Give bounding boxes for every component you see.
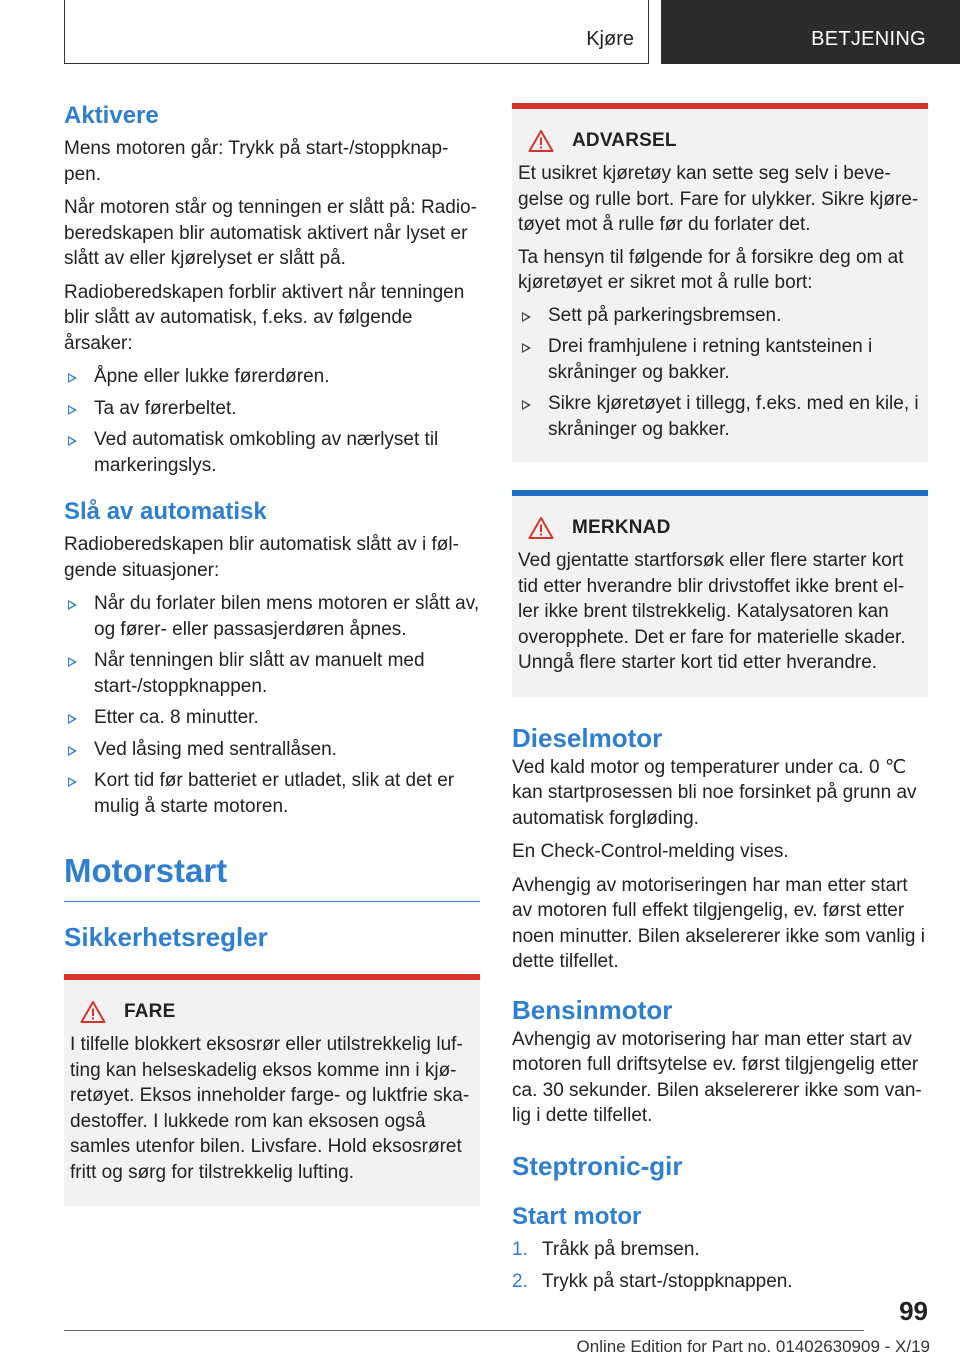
warning-triangle-icon bbox=[80, 1000, 106, 1024]
danger-text: I tilfelle blokkert eksosrør eller utilstrekkelig luf-ting kan helseskadelig eksos komme inn i kjø-retøyet. Eksos inneholder farge- og luktfrie ska-destoffer. I lukkede rom kan eksosen også samles utenfor bilen. Livsfare. Hold eksosrøret fritt og sørg for tilstrekkelig lufting. bbox=[70, 1034, 470, 1183]
paragraph: Ta hensyn til følgende for å forsikre deg om at kjøretøyet er sikret mot å rulle bort: bbox=[518, 246, 904, 293]
triangle-bullet-icon bbox=[68, 405, 77, 415]
notice-label: MERKNAD bbox=[572, 517, 671, 538]
list-item bbox=[64, 396, 480, 422]
list-item bbox=[64, 737, 480, 763]
header-chapter-tab bbox=[661, 0, 960, 64]
list-item-text: Drei framhjulene i retning kantsteinen i skråninger og bakker. bbox=[548, 336, 873, 383]
footer-edition-text: Online Edition for Part no. 01402630909 - X/19 bbox=[576, 1337, 930, 1356]
header-section-box bbox=[64, 0, 649, 64]
list-item-text: Kort tid før batteriet er utladet, slik at det er mulig å starte motoren. bbox=[94, 770, 455, 817]
step-number: 1. bbox=[512, 1238, 528, 1260]
step-text: Trykk på start-/stoppknappen. bbox=[542, 1271, 793, 1292]
danger-label: FARE bbox=[124, 1001, 176, 1022]
footer-divider bbox=[64, 1330, 864, 1331]
heading-sikkerhetsregler: Sikkerhetsregler bbox=[64, 922, 268, 952]
list-item-text: Når du forlater bilen mens motoren er slått av, og fører- eller passasjerdøren åpnes. bbox=[94, 593, 480, 640]
warning-box-title bbox=[518, 129, 922, 153]
paragraph: Mens motoren går: Trykk på start-/stoppknap-pen. bbox=[64, 138, 449, 185]
list-item bbox=[512, 1237, 928, 1263]
triangle-bullet-icon bbox=[68, 600, 77, 610]
paragraph: Avhengig av motorisering har man etter start av motoren full driftsytelse ev. først tilgjengelig etter ca. 30 sekunder. Bilen akselererer ikke som van-lig i dette tilfellet. bbox=[512, 1028, 922, 1126]
right-column bbox=[512, 103, 928, 1302]
heading-start-motor: Start motor bbox=[512, 1202, 642, 1230]
notice-box-title bbox=[518, 516, 922, 540]
triangle-bullet-icon bbox=[68, 714, 77, 724]
list-item bbox=[64, 364, 480, 390]
heading-aktivere: Aktivere bbox=[64, 102, 159, 129]
paragraph: Radioberedskapen forblir aktivert når tenningen blir slått av automatisk, f.eks. av følgende årsaker: bbox=[64, 281, 465, 354]
bullet-list bbox=[64, 591, 480, 819]
list-item bbox=[64, 705, 480, 731]
page-number: 99 bbox=[899, 1296, 928, 1326]
list-item bbox=[64, 591, 480, 642]
list-item-text: Ta av førerbeltet. bbox=[94, 397, 237, 419]
list-item-text: Sikre kjøretøyet i tillegg, f.eks. med en kile, i skråninger og bakker. bbox=[548, 393, 919, 440]
triangle-bullet-icon bbox=[68, 777, 77, 787]
list-item bbox=[64, 648, 480, 699]
warning-triangle-icon bbox=[528, 129, 554, 153]
danger-box bbox=[64, 974, 480, 1206]
numbered-list bbox=[512, 1237, 928, 1295]
step-number: 2. bbox=[512, 1271, 528, 1292]
warning-box bbox=[512, 103, 928, 462]
list-item bbox=[518, 334, 922, 385]
list-item-text: Etter ca. 8 minutter. bbox=[94, 707, 259, 728]
list-item bbox=[64, 427, 480, 478]
paragraph: Når motoren står og tenningen er slått på: Radio-beredskapen blir automatisk aktivert når lyset er slått av eller kjørelyset er slått på. bbox=[64, 197, 477, 269]
heading-steptronic-gir: Steptronic-gir bbox=[512, 1150, 683, 1181]
triangle-bullet-icon bbox=[68, 657, 77, 667]
list-item bbox=[518, 303, 922, 329]
list-item bbox=[518, 391, 922, 442]
paragraph: Ved kald motor og temperaturer under ca. 0 ℃ kan startprosessen bli noe forsinket på grunn av automatisk forgløding. bbox=[512, 756, 917, 829]
step-text: Tråkk på bremsen. bbox=[542, 1238, 700, 1260]
left-column bbox=[64, 100, 480, 1206]
paragraph: En Check-Control-melding vises. bbox=[512, 841, 789, 862]
heading-sla-av-automatisk: Slå av automatisk bbox=[64, 498, 267, 525]
triangle-bullet-icon bbox=[68, 436, 77, 446]
bullet-list bbox=[64, 364, 480, 478]
header-chapter-label: BETJENING bbox=[811, 28, 926, 50]
danger-box-title bbox=[70, 1000, 474, 1024]
paragraph: Et usikret kjøretøy kan sette seg selv i beve-gelse og rulle bort. Fare for ulykker. Sikre kjøre-tøyet mot å rulle før du forlater det. bbox=[518, 163, 919, 235]
notice-box bbox=[512, 490, 928, 697]
heading-divider bbox=[64, 901, 480, 902]
list-item-text: Ved låsing med sentrallåsen. bbox=[94, 738, 337, 760]
heading-bensinmotor: Bensinmotor bbox=[512, 994, 673, 1025]
list-item-text: Sett på parkeringsbremsen. bbox=[548, 304, 782, 326]
notice-text: Ved gjentatte startforsøk eller flere starter kort tid etter hverandre blir drivstoffet ikke brent el-ler ikke brent tilstrekkelig. Katalysatoren kan overopphete. Det er fare for materielle skader. Unngå flere starter kort tid etter hverandre. bbox=[518, 550, 906, 673]
bullet-list bbox=[518, 303, 922, 443]
triangle-bullet-icon bbox=[522, 343, 531, 353]
paragraph: Radioberedskapen blir automatisk slått av i føl-gende situasjoner: bbox=[64, 534, 459, 581]
list-item-text: Ved automatisk omkobling av nærlyset til markeringslys. bbox=[94, 429, 439, 476]
paragraph: Avhengig av motoriseringen har man etter start av motoren full effekt tilgjengelig, ev. først etter noen minutter. Bilen akselererer ikke som vanlig i dette tilfellet. bbox=[512, 874, 925, 972]
list-item bbox=[512, 1269, 928, 1295]
header-section-label: Kjøre bbox=[586, 28, 634, 50]
list-item bbox=[64, 768, 480, 819]
list-item-text: Åpne eller lukke førerdøren. bbox=[94, 366, 330, 387]
heading-motorstart: Motorstart bbox=[64, 852, 228, 889]
heading-dieselmotor: Dieselmotor bbox=[512, 722, 663, 753]
triangle-bullet-icon bbox=[522, 400, 531, 410]
triangle-bullet-icon bbox=[68, 746, 77, 756]
warning-triangle-icon bbox=[528, 516, 554, 540]
triangle-bullet-icon bbox=[68, 373, 77, 383]
warning-label: ADVARSEL bbox=[572, 130, 677, 151]
triangle-bullet-icon bbox=[522, 312, 531, 322]
list-item-text: Når tenningen blir slått av manuelt med start-/stoppknappen. bbox=[94, 650, 425, 697]
